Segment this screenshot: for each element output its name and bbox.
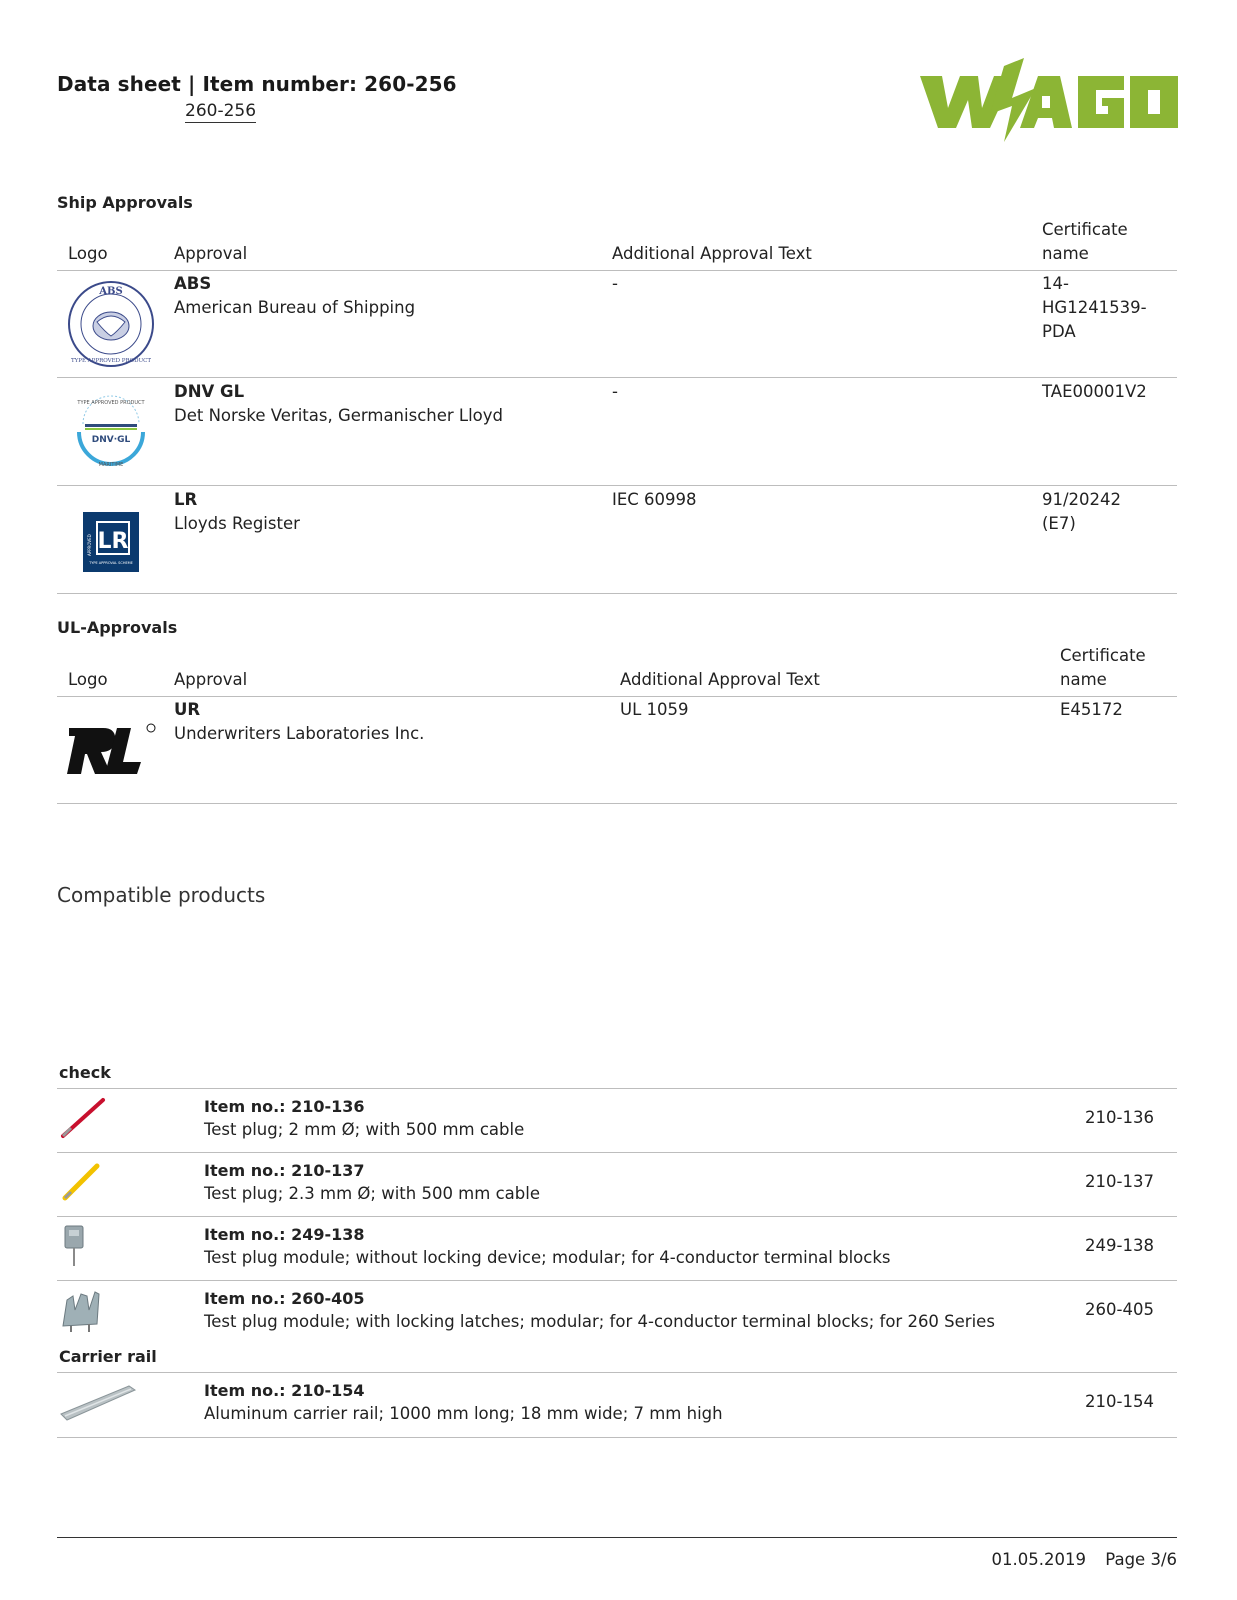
cert-line: (E7) (1042, 514, 1076, 533)
approval-ur (174, 698, 424, 746)
col-additional: Additional Approval Text (612, 244, 812, 263)
red-test-plug-icon (59, 1096, 107, 1140)
divider (57, 1437, 1177, 1438)
cert-line: 14- (1042, 274, 1069, 293)
dnv-logo-text: DNV·GL (91, 435, 131, 445)
group-label-check: check (59, 1063, 111, 1082)
lr-logo-sub: TYPE APPROVAL SCHEME (89, 561, 133, 565)
approval-name: Lloyds Register (174, 514, 300, 533)
list-item[interactable] (57, 1372, 1177, 1437)
ship-approvals-table (57, 220, 1177, 600)
divider (57, 696, 1177, 697)
list-item[interactable] (57, 1152, 1177, 1217)
test-plug-module-icon (59, 1222, 99, 1270)
certificate-name (1042, 488, 1121, 536)
approval-abbr: LR (174, 490, 198, 509)
approval-name: Det Norske Veritas, Germanischer Lloyd (174, 406, 504, 425)
divider (57, 593, 1177, 594)
ul-approvals-title: UL-Approvals (57, 618, 178, 637)
col-certificate-name: name (1042, 244, 1089, 263)
product-number-link[interactable]: 249-138 (1085, 1236, 1154, 1255)
ship-approvals-title: Ship Approvals (57, 193, 193, 212)
approval-lr (174, 488, 300, 536)
list-item[interactable] (57, 1088, 1177, 1153)
approval-name: American Bureau of Shipping (174, 298, 416, 317)
approval-abbr: ABS (174, 274, 212, 293)
col-approval: Approval (174, 244, 248, 263)
wago-logo (920, 58, 1178, 142)
yellow-test-plug-icon (59, 1160, 107, 1204)
product-description: Aluminum carrier rail; 1000 mm long; 18 mm wide; 7 mm high (204, 1404, 723, 1423)
additional-text: UL 1059 (620, 700, 689, 719)
lr-logo-side: APPROVED (87, 534, 92, 556)
cert-line: 91/20242 (1042, 490, 1122, 509)
product-name: Item no.: 260-405 (204, 1289, 365, 1308)
certificate-name (1060, 698, 1123, 722)
divider (57, 377, 1177, 378)
product-name: Item no.: 249-138 (204, 1225, 365, 1244)
abs-logo-ring: TYPE APPROVED PRODUCT (70, 358, 152, 364)
additional-text: - (612, 382, 618, 401)
ul-approvals-table (57, 646, 1177, 816)
col-additional: Additional Approval Text (620, 670, 820, 689)
product-number-link[interactable]: 260-405 (1085, 1300, 1154, 1319)
divider (57, 485, 1177, 486)
product-name: Item no.: 210-136 (204, 1097, 365, 1116)
approval-abbr: UR (174, 700, 201, 719)
cert-line: TAE00001V2 (1042, 382, 1147, 401)
carrier-rail-icon (59, 1382, 137, 1422)
product-name: Item no.: 210-137 (204, 1161, 365, 1180)
test-plug-module-latches-icon (59, 1286, 105, 1334)
product-name: Item no.: 210-154 (204, 1381, 365, 1400)
col-logo: Logo (68, 670, 108, 689)
footer-date: 01.05.2019 (991, 1550, 1086, 1569)
cert-line: E45172 (1060, 700, 1123, 719)
additional-text: - (612, 274, 618, 293)
approval-abbr: DNV GL (174, 382, 245, 401)
divider (57, 270, 1177, 271)
product-number-link[interactable]: 210-137 (1085, 1172, 1154, 1191)
col-approval: Approval (174, 670, 248, 689)
additional-text: IEC 60998 (612, 490, 697, 509)
col-certificate-name: name (1060, 670, 1107, 689)
product-description: Test plug module; with locking latches; modular; for 4-conductor terminal blocks; for 260 Series (204, 1312, 995, 1331)
approval-dnv-gl (174, 380, 503, 428)
abs-logo (67, 280, 155, 368)
cert-line: PDA (1042, 322, 1076, 341)
page-title: Data sheet | Item number: 260-256 (57, 72, 457, 96)
dnv-logo-ring: TYPE APPROVED PRODUCT (77, 400, 145, 406)
cert-line: HG1241539- (1042, 298, 1147, 317)
list-item[interactable] (57, 1216, 1177, 1281)
dnv-gl-logo (71, 390, 151, 470)
approval-name: Underwriters Laboratories Inc. (174, 724, 425, 743)
dnv-logo-sub: MARITIME (98, 462, 124, 468)
list-item[interactable] (57, 1280, 1177, 1345)
group-label-carrier-rail: Carrier rail (59, 1347, 157, 1366)
lr-logo-text: LR (97, 529, 129, 554)
approval-abs (174, 272, 415, 320)
product-number-link[interactable]: 210-136 (1085, 1108, 1154, 1127)
product-description: Test plug; 2.3 mm Ø; with 500 mm cable (204, 1184, 540, 1203)
footer-divider (57, 1537, 1177, 1538)
lr-logo (83, 512, 139, 572)
footer (978, 1550, 1177, 1569)
certificate-name (1042, 380, 1147, 404)
col-certificate: Certificate (1060, 646, 1146, 665)
certificate-name (1042, 272, 1147, 344)
product-number-link[interactable]: 210-154 (1085, 1392, 1154, 1411)
col-logo: Logo (68, 244, 108, 263)
item-number-link[interactable]: 260-256 (185, 101, 257, 121)
compatible-products-title: Compatible products (57, 883, 266, 907)
ul-recognized-logo (67, 722, 157, 778)
footer-page: Page 3/6 (1105, 1550, 1177, 1569)
divider (57, 803, 1177, 804)
product-description: Test plug; 2 mm Ø; with 500 mm cable (204, 1120, 525, 1139)
abs-logo-text: ABS (99, 286, 123, 297)
col-certificate: Certificate (1042, 220, 1128, 239)
product-description: Test plug module; without locking device; modular; for 4-conductor terminal blocks (204, 1248, 891, 1267)
